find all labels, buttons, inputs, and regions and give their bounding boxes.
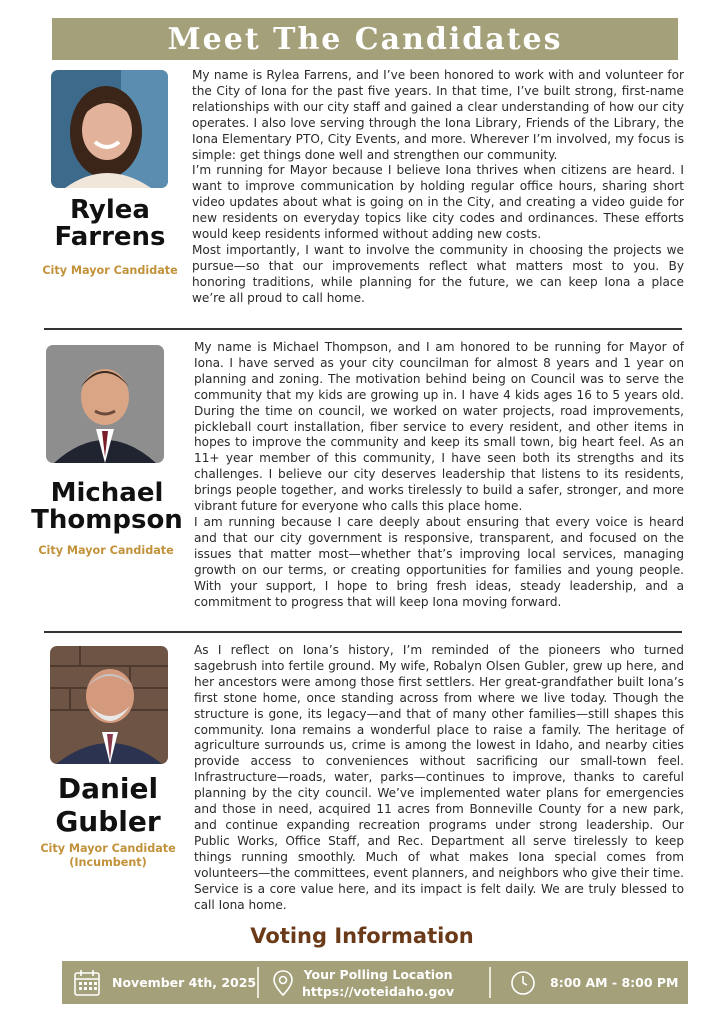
- bio-paragraph: I’m running for Mayor because I believe Iona thrives when citizens are heard. I want to improve communication by holding regular office hours, sharing short video updates about what is going on in the City, and creating a video guide for new residents on everyday topics like city codes and ordinances. These efforts would keep residents informed without adding new costs.: [192, 163, 684, 242]
- candidate-role: City Mayor Candidate (Incumbent): [40, 842, 176, 869]
- voting-location-text: Your Polling Location https://voteidaho.gov: [302, 966, 455, 999]
- candidate-name: Michael Thompson: [31, 478, 183, 536]
- candidate-name: Daniel Gubler: [55, 772, 161, 839]
- bio-paragraph: Most importantly, I want to involve the community in choosing the projects we pursue—so that our improvements reflect what matters most to you. By honoring traditions, while planning for the future, we can keep Iona a place we’re all proud to call home.: [192, 242, 684, 305]
- candidate-photo: [46, 345, 164, 463]
- location-pin-icon: [272, 969, 294, 997]
- voting-date-text: November 4th, 2025: [112, 975, 257, 990]
- candidate-role: City Mayor Candidate: [38, 544, 174, 557]
- voting-separator: [257, 967, 259, 998]
- candidate-bio: [194, 643, 684, 913]
- calendar-icon: [72, 968, 102, 998]
- bio-paragraph: My name is Rylea Farrens, and I’ve been honored to work with and volunteer for the City of Iona for the past five years. In that time, I’ve built strong, first-name relationships with our city staff and gained a clear understanding of how our city operates. I also love serving through the Iona Library, Friends of the Library, the Iona Elementary PTO, City Events, and more. Wherever I’m involved, my focus is simple: get things done well and strengthen our community.: [192, 68, 684, 162]
- voting-location: [272, 961, 487, 1004]
- voting-hours: [510, 961, 680, 1004]
- candidate-bio: [192, 68, 684, 307]
- polling-location-link[interactable]: https://voteidaho.gov: [302, 983, 455, 999]
- voting-title: Voting Information: [250, 924, 474, 948]
- candidate-bio: [194, 340, 684, 610]
- clock-icon: [510, 970, 536, 996]
- voting-date: [72, 961, 258, 1004]
- candidate-role: City Mayor Candidate: [42, 264, 178, 277]
- candidate-photo: [50, 646, 168, 764]
- page-title: Meet The Candidates: [167, 21, 563, 57]
- section-divider: [44, 328, 682, 330]
- voting-bar: [62, 961, 688, 1004]
- voting-separator: [489, 967, 491, 998]
- section-divider: [44, 631, 682, 633]
- header-banner: [52, 18, 678, 60]
- candidate-photo: [51, 70, 168, 188]
- candidate-name: Rylea Farrens: [54, 195, 166, 253]
- bio-paragraph: My name is Michael Thompson, and I am honored to be running for Mayor of Iona. I have served as your city councilman for almost 8 years and 1 year on planning and zoning. The motivation behind being on Council was to serve the community that my kids are growing up in. I have 4 kids ages 16 to 5 years old. During the time on council, we worked on water projects, road improvements, pickleball court installation, fiber service to every resident, and other items in hopes to improve the community and keep its small town, big heart feel. As an 11+ year member of this community, I have seen both its strengths and its challenges. I believe our city deserves leadership that listens to its residents, brings people together, and works tirelessly to build a safer, stronger, and more vibrant future for everyone who calls this place home.: [194, 340, 684, 514]
- voting-hours-text: 8:00 AM - 8:00 PM: [550, 975, 679, 990]
- bio-paragraph: As I reflect on Iona’s history, I’m reminded of the pioneers who turned sagebrush into fertile ground. My wife, Robalyn Olsen Gubler, grew up here, and her ancestors were among those first settlers. Her great-grandfather built Iona’s first stone home, once standing across from where we live today. Though the structure is gone, its legacy—and that of many other families—still shapes this community. Iona remains a wonderful place to raise a family. The heritage of agriculture surrounds us, crime is among the lowest in Idaho, and nearby cities provide access to conveniences without sacrificing our small-town feel. Infrastructure—roads, water, parks—continues to improve, thanks to careful planning by the city council. We’ve implemented water plans for emergencies and those in need, acquired 11 acres from Bonneville County for a new park, and continue expanding recreation programs under strong leadership. Our Public Works, Office Staff, and Rec. Department all serve tirelessly to keep things running smoothly. Much of what makes Iona special comes from volunteers—the committees, event planners, and neighbors who give their time. Service is a core value here, and its impact is felt daily. We are truly blessed to call Iona home.: [194, 643, 684, 912]
- bio-paragraph: I am running because I care deeply about ensuring that every voice is heard and that our city government is responsive, transparent, and focused on the issues that matter most—whether that’s improving local services, managing growth on our terms, or creating opportunities for families and young people. With your support, I hope to bring fresh ideas, steady leadership, and a commitment to progress that will keep Iona moving forward.: [194, 514, 684, 609]
